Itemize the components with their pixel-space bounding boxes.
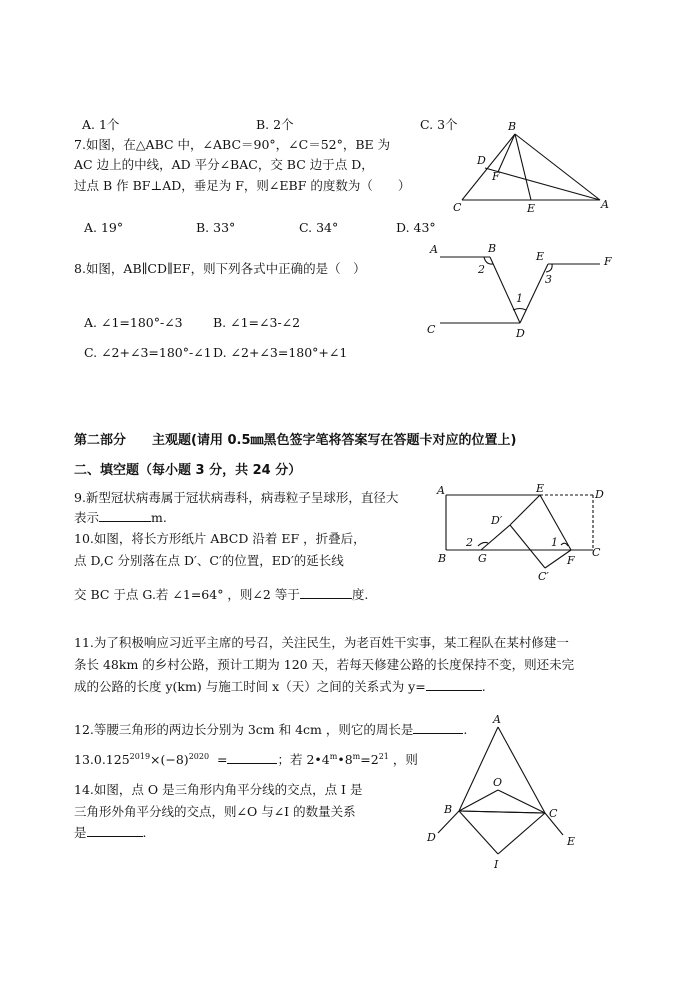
q14-label-c: C <box>549 807 558 820</box>
q10-label-cprime: C′ <box>538 570 549 583</box>
q14-line1: 14.如图，点 O 是三角形内角平分线的交点，点 I 是 <box>74 782 363 797</box>
q13-dot: •8 <box>337 752 353 767</box>
q10-line3-suffix: 度. <box>351 587 369 602</box>
q8-option-d: D. ∠2+∠3=180°+∠1 <box>213 345 348 360</box>
q10-label-b: B <box>438 552 447 565</box>
q8-option-b: B. ∠1=∠3-∠2 <box>213 315 301 330</box>
q10-label-dprime: D′ <box>491 514 503 527</box>
q13-eq: = <box>217 752 228 767</box>
q11-line3-prefix: 成的公路的长度 y(km) 与施工时间 x（天）之间的关系式为 y= <box>74 679 426 694</box>
q14-label-i: I <box>494 858 499 871</box>
q14-label-o: O <box>493 776 503 789</box>
q13-tail: ，则 <box>392 752 418 767</box>
q13-after: ；若 2•4 <box>277 752 330 767</box>
q13-times: ×(−8) <box>150 752 189 767</box>
q8-label-a: A <box>430 243 438 256</box>
q10-line3-prefix: 交 BC 于点 G.若 ∠1=64° ，则∠2 等于 <box>74 587 300 602</box>
section-heading: 二、填空题（每小题 3 分，共 24 分） <box>74 463 302 478</box>
q9-line2-unit: m. <box>151 510 167 525</box>
q11-line2: 条长 48km 的乡村公路，预计工期为 120 天，若每天修建公路的长度保持不变，则还未完 <box>74 657 575 672</box>
q7-label-d: D <box>477 154 486 167</box>
q7-label-e: E <box>527 202 536 215</box>
q13-m2: m <box>352 751 361 761</box>
q10-label-g: G <box>478 552 487 565</box>
q13-eq2: =2 <box>360 752 379 767</box>
q10-label-f: F <box>567 554 575 567</box>
q10-label-1: 1 <box>551 536 558 549</box>
q7-option-c: C. 34° <box>299 220 339 235</box>
q10-label-e: E <box>536 482 545 495</box>
q10-label-d: D <box>595 488 604 501</box>
q7-label-a: A <box>601 198 609 211</box>
q8-label-3: 3 <box>545 273 552 286</box>
q14-label-b: B <box>444 803 453 816</box>
q13-e21: 21 <box>378 751 389 761</box>
q6-option-a: A. 1个 <box>82 117 120 132</box>
q10-label-c: C <box>592 546 601 559</box>
q13-base1: 13.0.125 <box>74 752 130 767</box>
q8-label-f: F <box>604 255 612 268</box>
q7-option-b: B. 33° <box>196 220 236 235</box>
q8-stem: 8.如图，AB∥CD∥EF，则下列各式中正确的是（ ） <box>74 261 366 276</box>
q8-label-2: 2 <box>478 263 485 276</box>
q7-option-d: D. 43° <box>396 220 436 235</box>
q8-label-1: 1 <box>516 292 523 305</box>
q12-suffix: . <box>463 722 468 737</box>
q9-line1: 9.新型冠状病毒属于冠状病毒科，病毒粒子呈球形，直径大 <box>74 490 399 505</box>
q7-label-f: F <box>492 170 500 183</box>
q14-line3-prefix: 是 <box>74 825 87 840</box>
part2-heading: 第二部分 主观题(请用 0.5㎜黑色签字笔将答案写在答题卡对应的位置上) <box>74 433 517 448</box>
q10-label-a: A <box>437 484 445 497</box>
q10-label-2: 2 <box>466 536 473 549</box>
q14-label-e: E <box>567 835 576 848</box>
q13-m1: m <box>329 751 338 761</box>
q14-line3-suffix: . <box>142 825 147 840</box>
q12-text: 12.等腰三角形的两边长分别为 3cm 和 4cm ，则它的周长是 <box>74 722 414 737</box>
q8-option-c: C. ∠2+∠3=180°-∠1 <box>84 345 212 360</box>
q11-line1: 11.为了积极响应习近平主席的号召，关注民生，为老百姓干实事，某工程队在某村修建一 <box>74 635 569 650</box>
q9-line2-prefix: 表示 <box>74 510 100 525</box>
q14-line2: 三角形外角平分线的交点，则∠O 与∠I 的数量关系 <box>74 804 356 819</box>
q14-label-d: D <box>427 831 436 844</box>
q6-option-c: C. 3个 <box>420 117 458 132</box>
q8-label-b: B <box>488 242 497 255</box>
q8-label-e: E <box>536 250 545 263</box>
q7-line1: 7.如图，在△ABC 中，∠ABC＝90°，∠C＝52°，BE 为 <box>74 137 391 152</box>
q7-option-a: A. 19° <box>84 220 124 235</box>
q14-label-a: A <box>493 713 501 726</box>
q7-line3: 过点 B 作 BF⊥AD，垂足为 F，则∠EBF 的度数为（ ） <box>74 178 411 193</box>
q6-option-b: B. 2个 <box>256 117 294 132</box>
q7-label-c: C <box>453 201 462 214</box>
q13-exp2: 2020 <box>188 751 210 761</box>
q7-label-b: B <box>508 120 517 133</box>
q11-line3-suffix: . <box>481 679 486 694</box>
q8-label-d: D <box>516 327 525 340</box>
q8-label-c: C <box>427 323 436 336</box>
q8-option-a: A. ∠1=180°-∠3 <box>84 315 183 330</box>
q13-exp1: 2019 <box>129 751 151 761</box>
q7-line2: AC 边上的中线，AD 平分∠BAC，交 BC 边于点 D， <box>74 157 374 172</box>
q10-line2: 点 D,C 分别落在点 D′、C′的位置，ED′的延长线 <box>74 553 344 568</box>
q10-line1: 10.如图，将长方形纸片 ABCD 沿着 EF ，折叠后， <box>74 531 366 546</box>
